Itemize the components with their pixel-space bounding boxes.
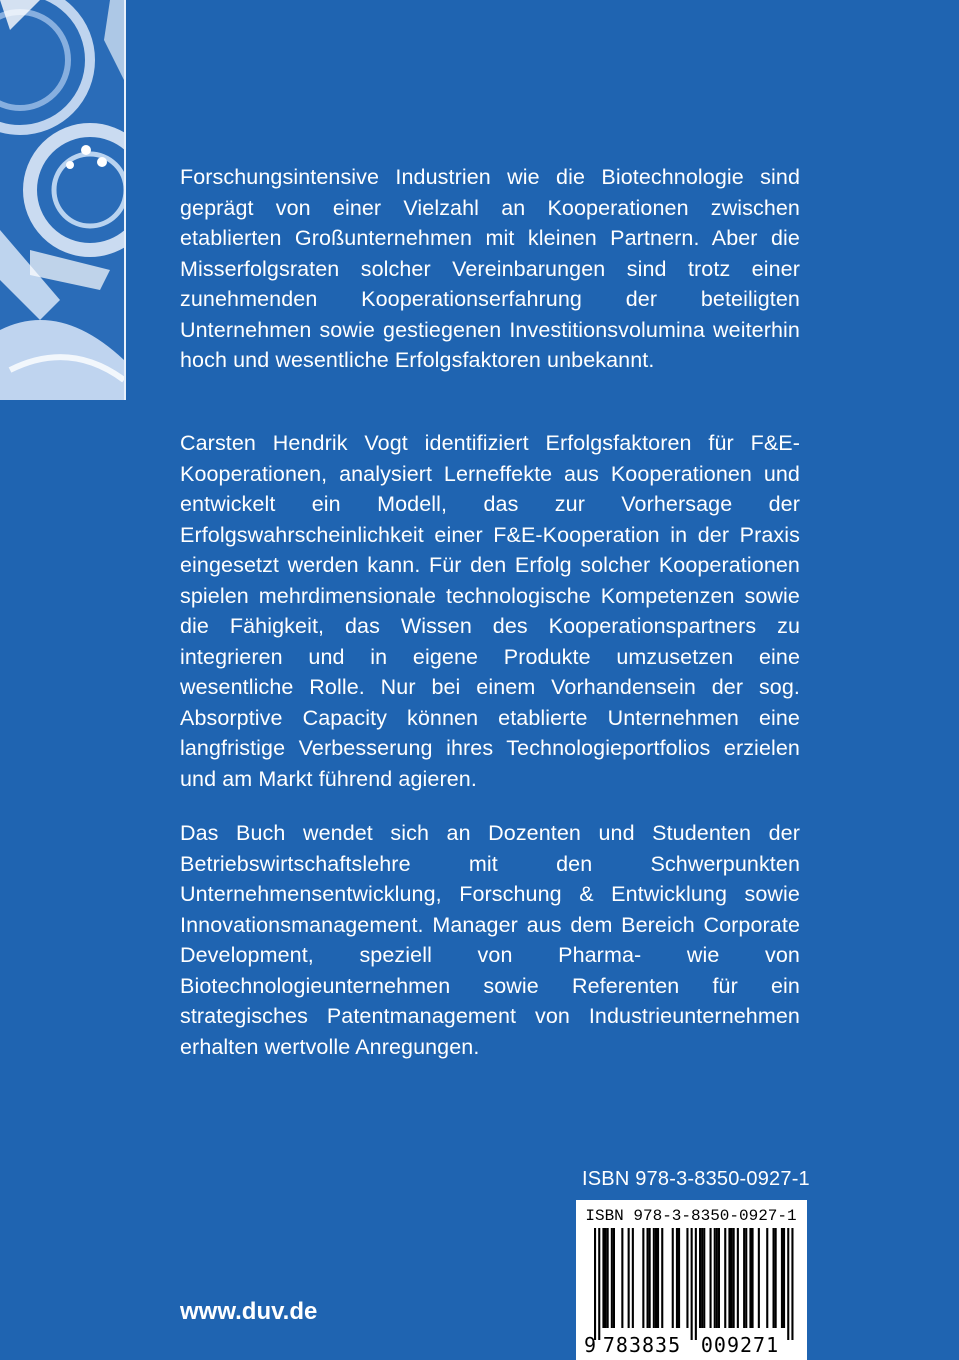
barcode-bar xyxy=(749,1228,751,1328)
barcode-bar xyxy=(598,1228,600,1340)
barcode-bar xyxy=(678,1228,680,1328)
paragraph-text: Carsten Hendrik Vogt identifiziert Erfolgsfaktoren für F&E-Kooperationen, analysiert Lerneffekte aus Kooperationen und entwickelt ein Modell, das zur Vorhersage der Erfolgswahrscheinlichkeit einer F&E-Kooperation in der Praxis eingesetzt werden kann. Für den Erfolg solcher Kooperationen spielen mehrdimensionale technologische Kompetenzen sowie die Fähigkeit, das Wissen des Kooperationspartners zu integrieren und in eigene Produkte umzusetzen eine wesentliche Rolle. Nur bei einem Vorhandensein der sog. Absorptive Capacity können etablierte Unternehmen eine langfristige Verbesserung ihres Technologieportfolios erzielen und am Markt führend agieren. xyxy=(180,431,800,791)
barcode-bar xyxy=(775,1228,777,1328)
publisher-website[interactable]: www.duv.de xyxy=(180,1298,318,1325)
barcode-bar xyxy=(733,1228,735,1328)
cover-photo-strip xyxy=(0,0,124,400)
barcode-bar xyxy=(695,1228,697,1340)
isbn-barcode xyxy=(576,1200,807,1360)
barcode-bar xyxy=(628,1228,630,1328)
barcode-bar xyxy=(773,1228,775,1328)
barcode-bar xyxy=(710,1228,712,1328)
barcode-bar xyxy=(653,1228,655,1328)
barcode-bar xyxy=(686,1228,688,1328)
strip-divider xyxy=(124,0,126,400)
barcode-number-first: 9 xyxy=(584,1333,597,1357)
barcode-bar xyxy=(699,1228,701,1328)
paragraph-text: Das Buch wendet sich an Dozenten und Studenten der Betriebswirtschaftslehre mit den Schwerpunkten Unternehmensentwicklung, Forschung & Entwicklung sowie Innovationsmanagement. Manager aus dem Bereich Corporate Development, speziell von Pharma- wie von Biotechnologieunternehmen sowie Referenten für ein strategisches Patentmanagement von Industrieunternehmen erhalten wertvolle Anregungen. xyxy=(180,821,800,1059)
barcode-bar xyxy=(605,1228,607,1328)
barcode-bar xyxy=(731,1228,733,1328)
barcode-bar xyxy=(716,1228,718,1328)
blurb-paragraph-3 xyxy=(180,818,800,1062)
barcode-bar xyxy=(611,1228,613,1328)
barcode-bar xyxy=(758,1228,760,1328)
barcode-bar xyxy=(703,1228,705,1328)
barcode-bar xyxy=(649,1228,651,1328)
barcode-bar xyxy=(728,1228,730,1328)
blurb-paragraph-1 xyxy=(180,162,800,376)
barcode-bar xyxy=(724,1228,726,1328)
barcode-bar xyxy=(661,1228,663,1328)
barcode-bar xyxy=(745,1228,747,1328)
barcode-bar xyxy=(613,1228,615,1328)
barcode-bar xyxy=(718,1228,720,1328)
barcode-bar xyxy=(632,1228,634,1328)
barcode-bar xyxy=(621,1228,623,1328)
barcode-number-left: 783835 xyxy=(602,1333,682,1357)
barcode-bar xyxy=(594,1228,596,1340)
barcode-bar xyxy=(791,1228,793,1340)
barcode-bar xyxy=(657,1228,659,1328)
barcode-bar xyxy=(691,1228,693,1340)
barcode-bar xyxy=(783,1228,785,1328)
barcode-bar xyxy=(701,1228,703,1328)
barcode-top-text: ISBN 978-3-8350-0927-1 xyxy=(585,1207,797,1225)
barcode-bar xyxy=(607,1228,609,1328)
barcode-bar xyxy=(647,1228,649,1328)
paragraph-text: Forschungsintensive Industrien wie die Biotechnologie sind geprägt von einer Vielzahl an Kooperationen zwischen etablierten Großunternehmen mit kleinen Partnern. Aber die Misserfolgsraten solcher Vereinbarungen sind trotz einer zunehmenden Kooperationserfahrung der beteiligten Unternehmen sowie gestiegenen Investitionsvolumina weiterhin hoch und wesentliche Erfolgsfaktoren unbekannt. xyxy=(180,165,800,372)
barcode-bar xyxy=(743,1228,745,1328)
barcode-bar xyxy=(787,1228,789,1340)
barcode-bar xyxy=(655,1228,657,1328)
barcode-bar xyxy=(672,1228,674,1328)
blurb-paragraph-2 xyxy=(180,428,800,794)
barcode-bar xyxy=(737,1228,739,1328)
barcode-bar xyxy=(781,1228,783,1328)
barcode-bar xyxy=(714,1228,716,1328)
isbn-label: ISBN 978-3-8350-0927-1 xyxy=(582,1168,810,1190)
barcode-bar xyxy=(602,1228,604,1328)
barcode-bar xyxy=(676,1228,678,1328)
barcode-bar xyxy=(766,1228,768,1328)
barcode-bars xyxy=(594,1228,794,1340)
barcode-number-right: 009271 xyxy=(700,1333,780,1357)
barcode-bar xyxy=(752,1228,754,1328)
barcode-bar xyxy=(642,1228,644,1328)
